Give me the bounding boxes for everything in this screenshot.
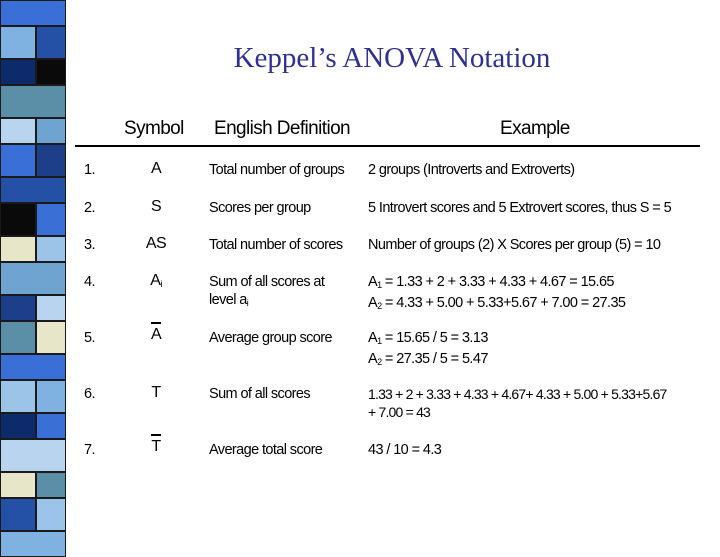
row-symbol: A	[150, 160, 162, 177]
row-example: Number of groups (2) X Scores per group (5) = 10	[368, 237, 661, 253]
row-number: 5.	[84, 330, 95, 346]
row-number: 1.	[84, 162, 95, 178]
row-symbol: S	[150, 198, 162, 215]
stripe-block	[36, 321, 66, 354]
row-number: 4.	[84, 274, 95, 290]
stripe-block	[0, 262, 66, 295]
stripe-block	[0, 531, 66, 557]
row-symbol: AS	[145, 235, 167, 252]
decorative-stripe	[0, 0, 66, 540]
stripe-block	[36, 144, 66, 177]
stripe-block	[36, 472, 66, 498]
stripe-block	[0, 354, 66, 380]
row-example: $A_1 = 1.33 + 2 + 3.33 + 4.33 + 4.67 = 15.65$ $A_2 = 4.33 + 5.00 + 5.33+5.67 + 7.00 = 27.35$	[368, 274, 626, 311]
stripe-block	[36, 295, 66, 321]
row-example: $A_1 = 15.65 / 5 = 3.13$ $A_2 = 27.35 / 5 = 5.47$	[368, 330, 488, 367]
stripe-block	[0, 295, 36, 321]
stripe-block	[0, 321, 36, 354]
stripe-block	[0, 413, 36, 439]
stripe-block	[36, 380, 66, 413]
row-definition: Average total score	[209, 442, 323, 458]
stripe-block	[0, 118, 36, 144]
row-number: 2.	[84, 200, 95, 216]
stripe-block	[0, 85, 66, 118]
stripe-block	[0, 472, 36, 498]
stripe-block	[36, 203, 66, 236]
row-example: 1.33 + 2 + 3.33 + 4.33 + 4.67+ 4.33 + 5.00 + 5.33+5.67 + 7.00 = 43	[368, 386, 667, 420]
row-definition: Average group score	[209, 330, 332, 346]
row-symbol: T	[151, 384, 161, 401]
stripe-block	[0, 0, 66, 26]
row-example: 43 / 10 = 4.3	[368, 442, 442, 458]
row-definition: Total number of scores	[209, 237, 343, 253]
header-symbol: Symbol	[124, 118, 184, 139]
stripe-block	[36, 118, 66, 144]
row-number: 7.	[84, 442, 95, 458]
row-definition: Scores per group	[209, 200, 311, 216]
header-definition: English Definition	[214, 118, 351, 139]
header-example: Example	[500, 118, 570, 139]
row-symbol: A	[126, 322, 186, 344]
stripe-block	[0, 144, 36, 177]
stripe-block	[36, 498, 66, 531]
stripe-block	[36, 413, 66, 439]
row-symbol: $A_i$	[150, 272, 162, 289]
row-example: 2 groups (Introverts and Extroverts)	[368, 162, 575, 178]
row-number: 3.	[84, 237, 95, 253]
row-number: 6.	[84, 386, 95, 402]
page-title: Keppel’s ANOVA Notation	[233, 42, 551, 74]
row-definition: Sum of all scores	[209, 386, 311, 402]
row-example: 5 Introvert scores and 5 Extrovert scores, thus S = 5	[368, 200, 672, 216]
row-definition: Total number of groups	[209, 162, 345, 178]
header-divider	[75, 145, 700, 147]
stripe-block	[0, 236, 36, 262]
stripe-block	[0, 439, 66, 472]
stripe-block	[0, 203, 36, 236]
row-definition: Sum of all scores at level $a_i$	[209, 274, 325, 308]
stripe-block	[36, 236, 66, 262]
row-symbol: T	[126, 434, 186, 456]
stripe-block	[0, 380, 36, 413]
stripe-block	[0, 177, 66, 203]
stripe-block	[0, 498, 36, 531]
